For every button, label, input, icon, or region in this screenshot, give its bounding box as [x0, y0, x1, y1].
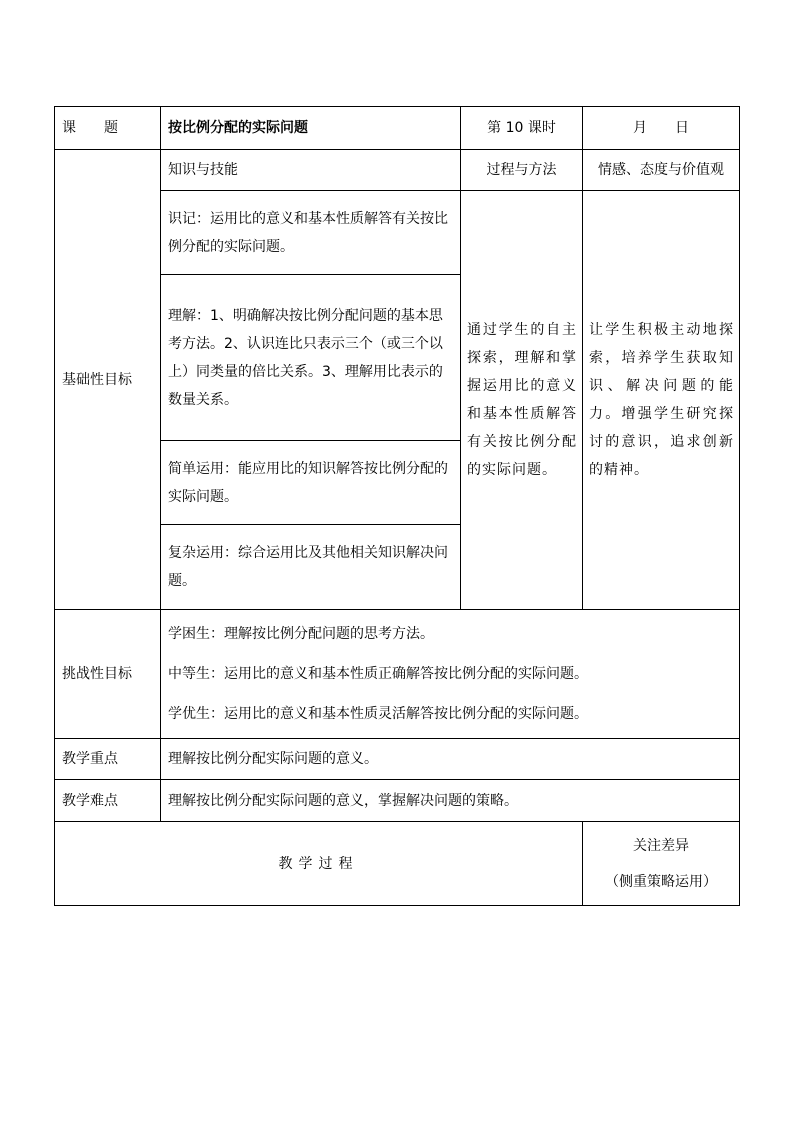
- knowledge-item-understand: 理解：1、明确解决按比例分配问题的基本思考方法。2、认识连比只表示三个（或三个以上）同类量的倍比关系。3、理解用比表示的数量关系。: [161, 275, 461, 441]
- challenge-item-average: 中等生：运用比的意义和基本性质正确解答按比例分配的实际问题。: [168, 666, 588, 682]
- key-point-row: [55, 739, 740, 780]
- challenge-item-advanced: 学优生：运用比的意义和基本性质灵活解答按比例分配的实际问题。: [168, 706, 588, 722]
- differentiation-title: 关注差异: [633, 837, 689, 854]
- teaching-process-row: [55, 822, 740, 906]
- differentiation-subtitle: （侧重策略运用）: [605, 873, 717, 890]
- knowledge-item-simple-apply: 简单运用：能应用比的知识解答按比例分配的实际问题。: [161, 441, 461, 525]
- key-point-label: 教学重点: [55, 739, 161, 780]
- process-method-heading: 过程与方法: [461, 150, 583, 191]
- knowledge-item-complex-apply: 复杂运用：综合运用比及其他相关知识解决问题。: [161, 525, 461, 610]
- date-field: 月 日: [583, 107, 740, 150]
- challenge-item-struggling: 学困生：理解按比例分配问题的思考方法。: [168, 626, 434, 642]
- knowledge-item-memorize: 识记：运用比的意义和基本性质解答有关按比例分配的实际问题。: [161, 191, 461, 275]
- knowledge-skill-heading: 知识与技能: [161, 150, 461, 191]
- lesson-plan-table: [54, 106, 740, 906]
- difficulty-label: 教学难点: [55, 780, 161, 822]
- process-method-text: 通过学生的自主探索，理解和掌握运用比的意义和基本性质解答有关按比例分配的实际问题。: [461, 191, 583, 610]
- basic-goals-label: 基础性目标: [55, 150, 161, 610]
- differentiation-cell: [583, 822, 740, 906]
- challenge-goals-label: 挑战性目标: [55, 610, 161, 739]
- emotion-value-text: 让学生积极主动地探索，培养学生获取知识、解决问题的能力。增强学生研究探讨的意识，追求创新的精神。: [583, 191, 740, 610]
- header-row: [55, 107, 740, 150]
- key-point-text: 理解按比例分配实际问题的意义。: [161, 739, 740, 780]
- lesson-title: 按比例分配的实际问题: [161, 107, 461, 150]
- emotion-value-heading: 情感、态度与价值观: [583, 150, 740, 191]
- period-number: 第 10 课时: [461, 107, 583, 150]
- difficulty-row: [55, 780, 740, 822]
- difficulty-text: 理解按比例分配实际问题的意义，掌握解决问题的策略。: [161, 780, 740, 822]
- basic-goals-header-row: [55, 150, 740, 191]
- teaching-process-label: 教学过程: [55, 822, 583, 906]
- challenge-goals-content: [161, 610, 740, 739]
- topic-label: 课 题: [55, 107, 161, 150]
- challenge-goals-row: [55, 610, 740, 739]
